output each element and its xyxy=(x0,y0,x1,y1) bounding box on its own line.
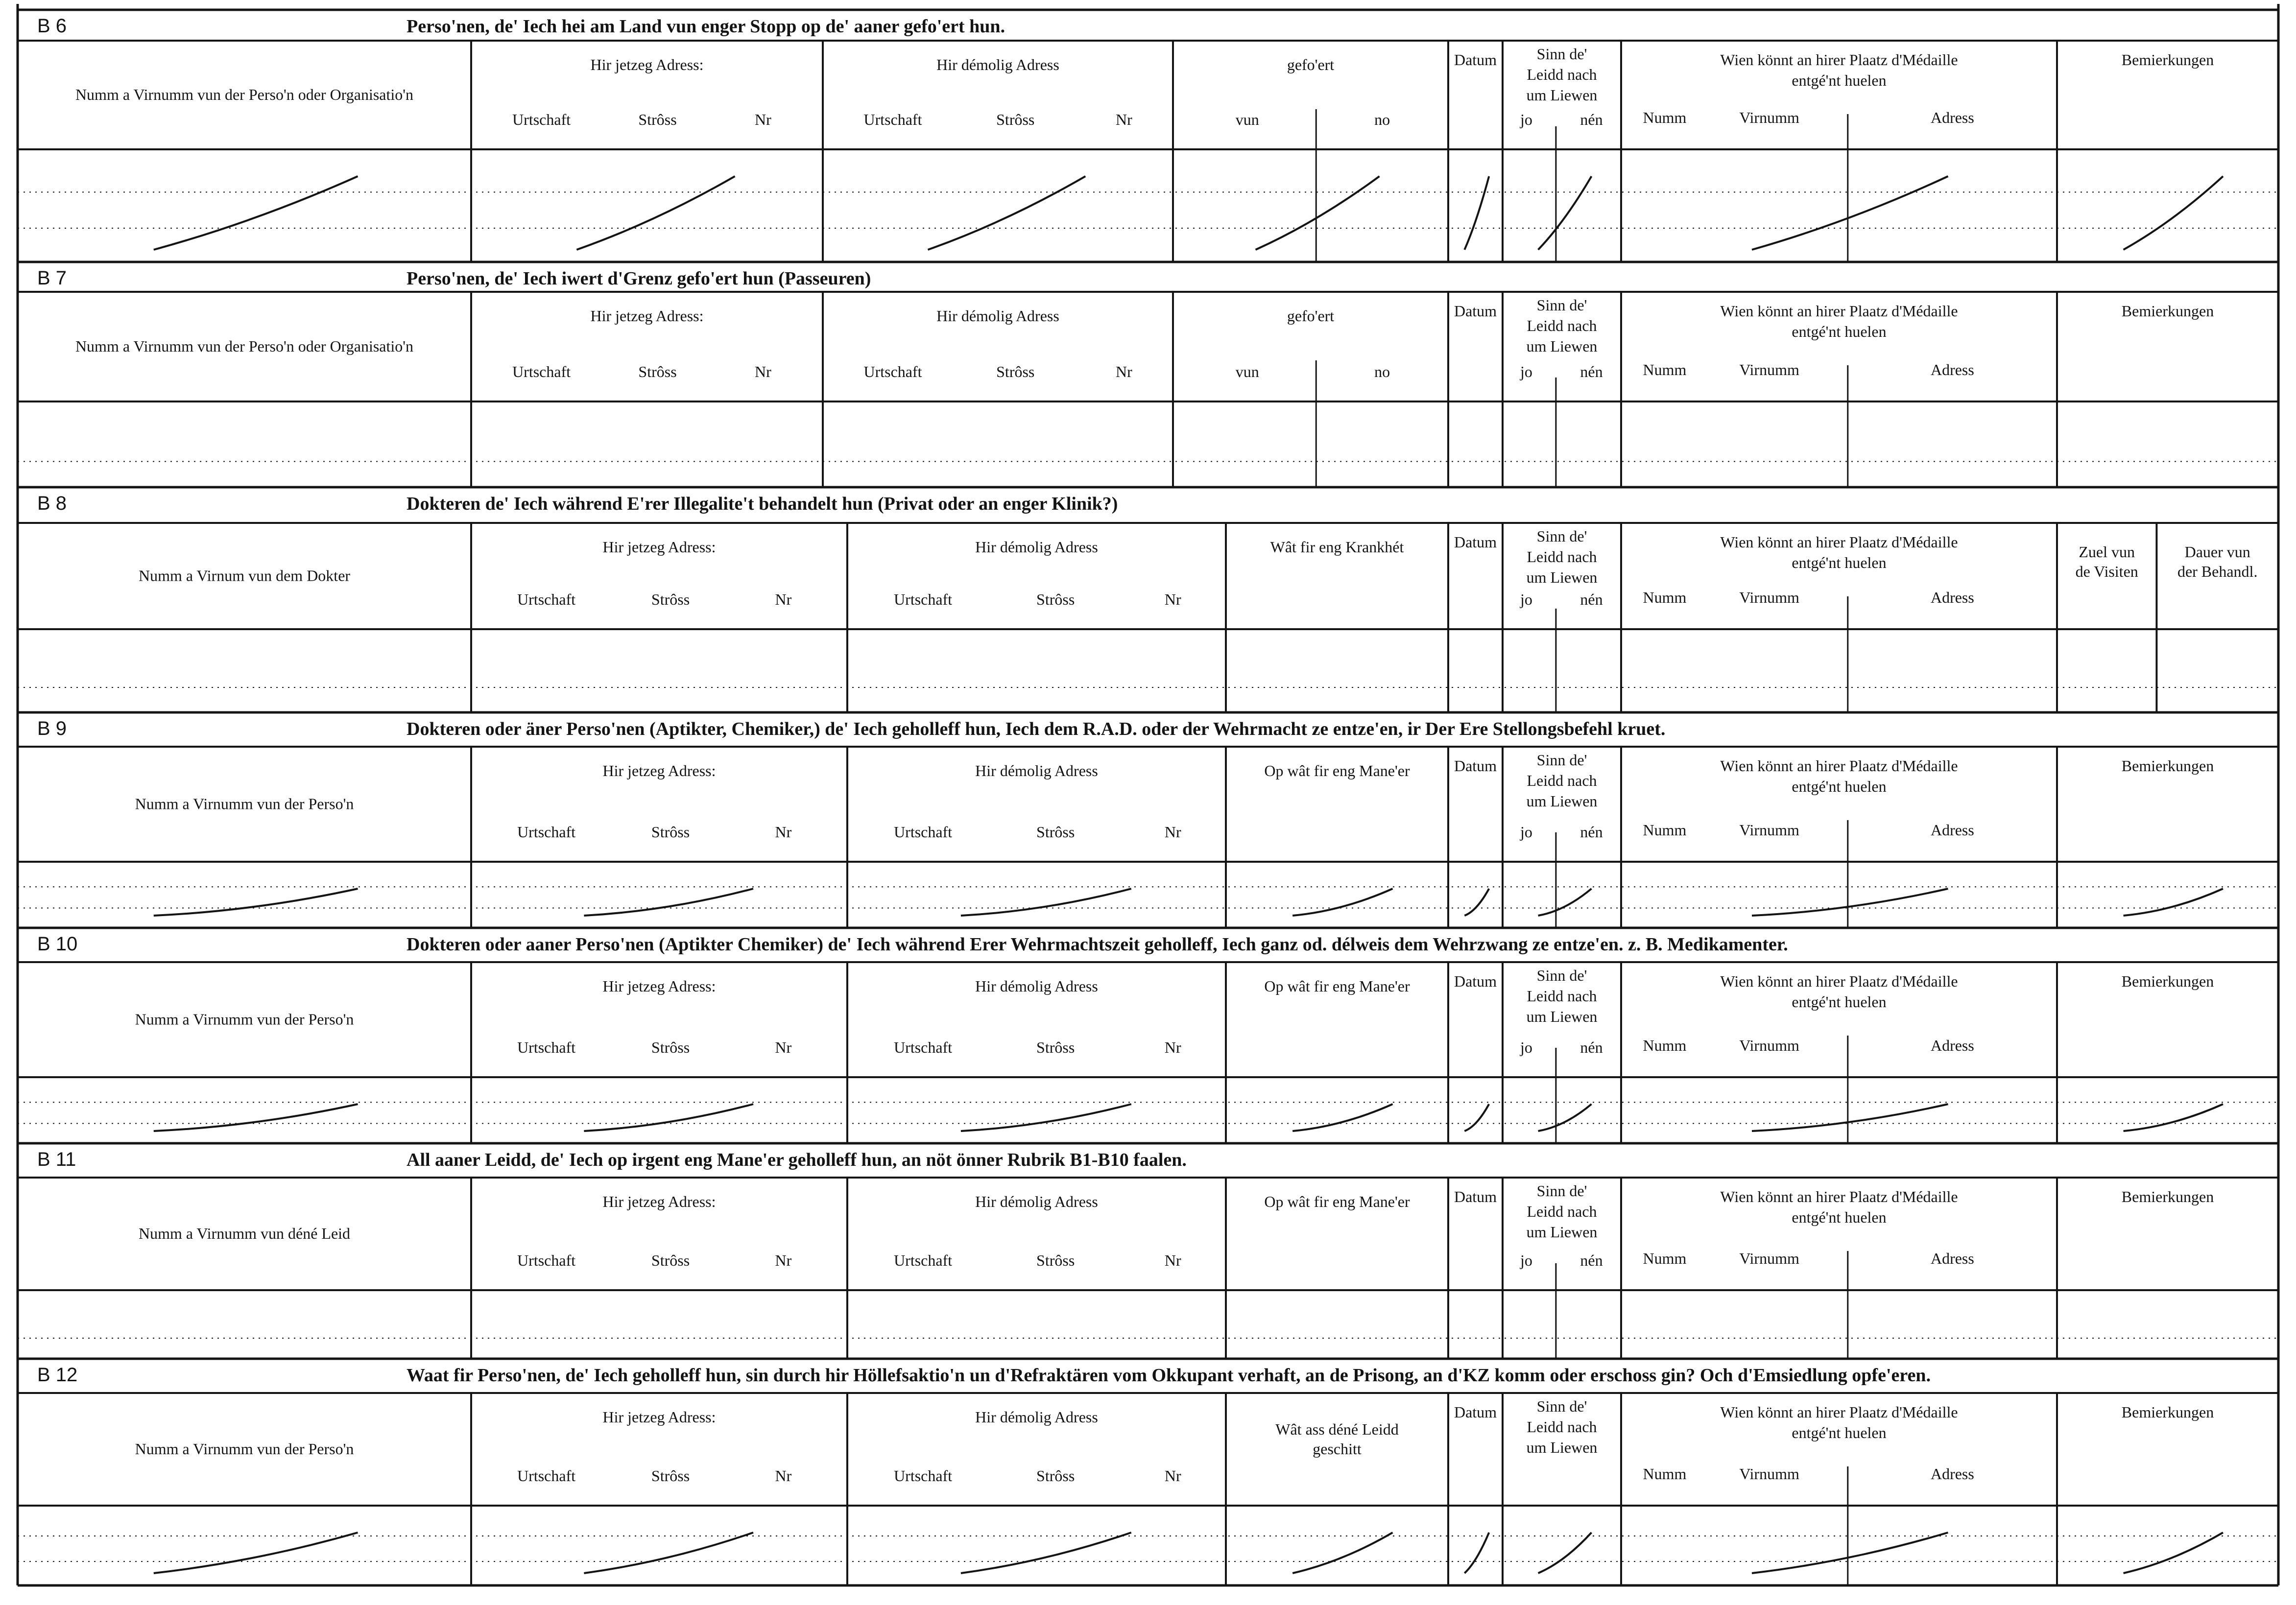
cancel-stroke xyxy=(961,1104,1131,1131)
section-b7 xyxy=(18,262,2278,487)
address-former-header: Hir démolig Adress xyxy=(975,762,1098,779)
virnumm-header: Virnumm xyxy=(1739,1465,1799,1483)
middle-header: geschitt xyxy=(1313,1440,1362,1458)
name-header: Numm a Virnumm vun der Perso'n xyxy=(135,1010,354,1028)
duration-header: Dauer vun xyxy=(2184,543,2250,561)
cancel-stroke xyxy=(1292,1533,1392,1573)
address-former-header: Hir démolig Adress xyxy=(975,538,1098,556)
section-code: B 6 xyxy=(37,15,67,37)
cancel-stroke xyxy=(1538,176,1592,250)
stross-header: Strôss xyxy=(1036,590,1075,608)
nr-header: Nr xyxy=(1164,1467,1181,1485)
urtschaft-header: Urtschaft xyxy=(894,1039,953,1056)
cancel-stroke xyxy=(2124,176,2223,250)
urtschaft-header: Urtschaft xyxy=(894,590,953,608)
cancel-stroke xyxy=(1292,889,1392,916)
middle-header: gefo'ert xyxy=(1287,307,1335,325)
stross-header: Strôss xyxy=(996,363,1035,380)
section-code: B 9 xyxy=(37,718,67,739)
cancel-stroke xyxy=(1752,889,1948,916)
duration-header: der Behandl. xyxy=(2177,563,2258,580)
alive-header: Sinn de' xyxy=(1536,45,1587,63)
section-title: All aaner Leidd, de' Iech op irgent eng Mane'er geholleff hun, an nöt önner Rubrik B1-B10 faalen. xyxy=(407,1150,1187,1170)
nr-header: Nr xyxy=(775,1039,792,1056)
cancel-stroke xyxy=(1464,889,1489,916)
section-title: Waat fir Perso'nen, de' Iech geholleff hun, sin durch hir Höllefsaktio'n un d'Refraktären vom Okkupant verhaft, an de Prisong, an d'KZ komm oder erschoss gin? Och d'Emsiedlung opfe'eren. xyxy=(407,1365,1931,1386)
urtschaft-header: Urtschaft xyxy=(517,1039,576,1056)
alive-header: Leidd nach xyxy=(1527,548,1597,566)
cancel-stroke xyxy=(1752,176,1948,250)
stross-header: Strôss xyxy=(638,363,677,380)
alive-header: um Liewen xyxy=(1526,1008,1598,1025)
section-code: B 10 xyxy=(37,933,78,955)
medal-header: Wien könnt an hirer Plaatz d'Médaille xyxy=(1720,533,1958,551)
section-title: Dokteren oder aaner Perso'nen (Aptikter Chemiker) de' Iech während Erer Wehrmachtszeit geholleff, Iech ganz od. délweis dem Wehrzwang ze entze'en. z. B. Medikamenter. xyxy=(407,934,1788,955)
from-header: vun xyxy=(1235,111,1259,128)
alive-header: Leidd nach xyxy=(1527,772,1597,789)
stross-header: Strôss xyxy=(996,111,1035,128)
stross-header: Strôss xyxy=(651,590,690,608)
section-title: Dokteren de' Iech während E'rer Illegalite't behandelt hun (Privat oder an enger Klinik?) xyxy=(407,494,1118,514)
address-former-header: Hir démolig Adress xyxy=(975,977,1098,995)
address-former-header: Hir démolig Adress xyxy=(975,1408,1098,1426)
middle-header: Wât ass déné Leidd xyxy=(1275,1420,1399,1438)
cancel-stroke xyxy=(1292,1104,1392,1131)
section-b9 xyxy=(18,712,2278,928)
urtschaft-header: Urtschaft xyxy=(512,111,571,128)
nr-header: Nr xyxy=(1164,1251,1181,1269)
stross-header: Strôss xyxy=(1036,823,1075,841)
numm-header: Numm xyxy=(1643,1037,1687,1054)
cancel-stroke xyxy=(2124,1104,2223,1131)
medal-header: entgé'nt huelen xyxy=(1792,1208,1887,1226)
adress-header: Adress xyxy=(1930,109,1974,126)
section-b11 xyxy=(18,1143,2278,1359)
adress-header: Adress xyxy=(1930,1465,1974,1483)
nr-header: Nr xyxy=(1116,111,1132,128)
remarks-header: Bemierkungen xyxy=(2121,302,2214,320)
alive-header: um Liewen xyxy=(1526,1223,1598,1241)
stross-header: Strôss xyxy=(1036,1467,1075,1485)
numm-header: Numm xyxy=(1643,589,1687,606)
datum-header: Datum xyxy=(1454,533,1497,551)
urtschaft-header: Urtschaft xyxy=(517,1251,576,1269)
middle-header: gefo'ert xyxy=(1287,56,1335,73)
medal-header: entgé'nt huelen xyxy=(1792,1424,1887,1441)
address-now-header: Hir jetzeg Adress: xyxy=(590,56,704,73)
yes-header: jo xyxy=(1520,1251,1532,1269)
medal-header: Wien könnt an hirer Plaatz d'Médaille xyxy=(1720,1403,1958,1421)
urtschaft-header: Urtschaft xyxy=(894,823,953,841)
address-former-header: Hir démolig Adress xyxy=(975,1193,1098,1210)
yes-header: jo xyxy=(1520,111,1532,128)
alive-header: Sinn de' xyxy=(1536,1397,1587,1415)
stross-header: Strôss xyxy=(638,111,677,128)
urtschaft-header: Urtschaft xyxy=(517,590,576,608)
cancel-stroke xyxy=(584,1104,753,1131)
cancel-stroke xyxy=(1538,889,1592,916)
cancel-stroke xyxy=(1464,1104,1489,1131)
cancel-stroke xyxy=(1464,1533,1489,1573)
alive-header: Sinn de' xyxy=(1536,967,1587,984)
urtschaft-header: Urtschaft xyxy=(517,823,576,841)
alive-header: Leidd nach xyxy=(1527,1203,1597,1220)
section-code: B 7 xyxy=(37,267,67,289)
address-now-header: Hir jetzeg Adress: xyxy=(602,1408,716,1426)
alive-header: Leidd nach xyxy=(1527,987,1597,1005)
adress-header: Adress xyxy=(1930,1037,1974,1054)
nr-header: Nr xyxy=(1164,590,1181,608)
nr-header: Nr xyxy=(775,823,792,841)
yes-header: jo xyxy=(1520,1039,1532,1056)
middle-header: Op wât fir eng Mane'er xyxy=(1264,1193,1410,1210)
cancel-stroke xyxy=(154,1104,358,1131)
virnumm-header: Virnumm xyxy=(1739,109,1799,126)
section-b8 xyxy=(18,487,2278,712)
section-b12 xyxy=(18,1359,2278,1585)
alive-header: Leidd nach xyxy=(1527,1418,1597,1436)
virnumm-header: Virnumm xyxy=(1739,821,1799,839)
cancel-stroke xyxy=(961,889,1131,916)
remarks-header: Bemierkungen xyxy=(2121,1403,2214,1421)
no-header: nén xyxy=(1580,111,1603,128)
cancel-stroke xyxy=(1752,1533,1948,1573)
address-former-header: Hir démolig Adress xyxy=(936,56,1059,73)
virnumm-header: Virnumm xyxy=(1739,361,1799,378)
numm-header: Numm xyxy=(1643,1465,1687,1483)
medal-header: entgé'nt huelen xyxy=(1792,993,1887,1011)
datum-header: Datum xyxy=(1454,1188,1497,1205)
numm-header: Numm xyxy=(1643,821,1687,839)
datum-header: Datum xyxy=(1454,972,1497,990)
cancel-stroke xyxy=(584,1533,753,1573)
no-header: nén xyxy=(1580,1039,1603,1056)
to-header: no xyxy=(1374,363,1390,380)
section-title: Perso'nen, de' Iech iwert d'Grenz gefo'ert hun (Passeuren) xyxy=(407,268,871,289)
nr-header: Nr xyxy=(775,590,792,608)
yes-header: jo xyxy=(1520,363,1532,380)
medal-header: entgé'nt huelen xyxy=(1792,778,1887,795)
urtschaft-header: Urtschaft xyxy=(863,363,922,380)
numm-header: Numm xyxy=(1643,1250,1687,1267)
section-b10 xyxy=(18,928,2278,1143)
cancel-stroke xyxy=(1464,176,1489,250)
remarks-header: Bemierkungen xyxy=(2121,972,2214,990)
virnumm-header: Virnumm xyxy=(1739,589,1799,606)
alive-header: um Liewen xyxy=(1526,337,1598,355)
stross-header: Strôss xyxy=(651,823,690,841)
numm-header: Numm xyxy=(1643,361,1687,378)
visits-header: de Visiten xyxy=(2075,563,2138,580)
alive-header: um Liewen xyxy=(1526,568,1598,586)
nr-header: Nr xyxy=(1116,363,1132,380)
medal-header: entgé'nt huelen xyxy=(1792,554,1887,571)
no-header: nén xyxy=(1580,363,1603,380)
name-header: Numm a Virnum vun dem Dokter xyxy=(138,566,351,585)
name-header: Numm a Virnumm vun déné Leid xyxy=(138,1225,351,1242)
name-header: Numm a Virnumm vun der Perso'n oder Organisatio'n xyxy=(75,337,414,355)
cancel-stroke xyxy=(154,176,358,250)
medal-header: Wien könnt an hirer Plaatz d'Médaille xyxy=(1720,1188,1958,1205)
virnumm-header: Virnumm xyxy=(1739,1250,1799,1267)
remarks-header: Bemierkungen xyxy=(2121,51,2214,69)
no-header: nén xyxy=(1580,1251,1603,1269)
name-header: Numm a Virnumm vun der Perso'n oder Organisatio'n xyxy=(75,86,414,103)
urtschaft-header: Urtschaft xyxy=(863,111,922,128)
adress-header: Adress xyxy=(1930,1250,1974,1267)
stross-header: Strôss xyxy=(651,1467,690,1485)
address-now-header: Hir jetzeg Adress: xyxy=(602,977,716,995)
from-header: vun xyxy=(1235,363,1259,380)
cancel-stroke xyxy=(1752,1104,1948,1131)
medal-header: Wien könnt an hirer Plaatz d'Médaille xyxy=(1720,757,1958,775)
urtschaft-header: Urtschaft xyxy=(894,1251,953,1269)
cancel-stroke xyxy=(154,1533,358,1573)
stross-header: Strôss xyxy=(651,1039,690,1056)
cancel-stroke xyxy=(961,1533,1131,1573)
medal-header: Wien könnt an hirer Plaatz d'Médaille xyxy=(1720,51,1958,69)
stross-header: Strôss xyxy=(1036,1251,1075,1269)
address-now-header: Hir jetzeg Adress: xyxy=(602,1193,716,1210)
remarks-header: Bemierkungen xyxy=(2121,1188,2214,1205)
alive-header: um Liewen xyxy=(1526,86,1598,104)
medal-header: Wien könnt an hirer Plaatz d'Médaille xyxy=(1720,972,1958,990)
alive-header: Sinn de' xyxy=(1536,296,1587,314)
cancel-stroke xyxy=(2124,889,2223,916)
stross-header: Strôss xyxy=(1036,1039,1075,1056)
remarks-header: Bemierkungen xyxy=(2121,757,2214,775)
alive-header: um Liewen xyxy=(1526,1439,1598,1456)
alive-header: Sinn de' xyxy=(1536,1182,1587,1200)
section-code: B 12 xyxy=(37,1364,78,1386)
cancel-stroke xyxy=(1538,1533,1592,1573)
cancel-stroke xyxy=(1538,1104,1592,1131)
alive-header: Leidd nach xyxy=(1527,317,1597,334)
cancel-stroke xyxy=(928,176,1086,250)
urtschaft-header: Urtschaft xyxy=(517,1467,576,1485)
stross-header: Strôss xyxy=(651,1251,690,1269)
nr-header: Nr xyxy=(775,1467,792,1485)
cancel-stroke xyxy=(2124,1533,2223,1573)
alive-header: Sinn de' xyxy=(1536,527,1587,545)
alive-header: Leidd nach xyxy=(1527,66,1597,83)
virnumm-header: Virnumm xyxy=(1739,1037,1799,1054)
section-b6 xyxy=(18,10,2278,262)
middle-header: Wât fir eng Krankhét xyxy=(1270,538,1404,556)
adress-header: Adress xyxy=(1930,821,1974,839)
visits-header: Zuel vun xyxy=(2079,543,2135,561)
section-title: Perso'nen, de' Iech hei am Land vun enger Stopp op de' aaner gefo'ert hun. xyxy=(407,16,1005,37)
medal-header: entgé'nt huelen xyxy=(1792,323,1887,340)
cancel-stroke xyxy=(154,889,358,916)
section-code: B 8 xyxy=(37,493,67,514)
section-code: B 11 xyxy=(37,1149,76,1170)
numm-header: Numm xyxy=(1643,109,1687,126)
yes-header: jo xyxy=(1520,590,1532,608)
address-now-header: Hir jetzeg Adress: xyxy=(590,307,704,325)
middle-header: Op wât fir eng Mane'er xyxy=(1264,977,1410,995)
no-header: nén xyxy=(1580,823,1603,841)
datum-header: Datum xyxy=(1454,1403,1497,1421)
no-header: nén xyxy=(1580,590,1603,608)
datum-header: Datum xyxy=(1454,51,1497,69)
nr-header: Nr xyxy=(1164,1039,1181,1056)
urtschaft-header: Urtschaft xyxy=(894,1467,953,1485)
to-header: no xyxy=(1374,111,1390,128)
datum-header: Datum xyxy=(1454,757,1497,775)
cancel-stroke xyxy=(1256,176,1380,250)
nr-header: Nr xyxy=(1164,823,1181,841)
adress-header: Adress xyxy=(1930,361,1974,378)
medal-header: entgé'nt huelen xyxy=(1792,71,1887,89)
adress-header: Adress xyxy=(1930,589,1974,606)
address-former-header: Hir démolig Adress xyxy=(936,307,1059,325)
address-now-header: Hir jetzeg Adress: xyxy=(602,762,716,779)
alive-header: Sinn de' xyxy=(1536,751,1587,769)
cancel-stroke xyxy=(576,176,735,250)
medal-header: Wien könnt an hirer Plaatz d'Médaille xyxy=(1720,302,1958,320)
nr-header: Nr xyxy=(755,363,771,380)
yes-header: jo xyxy=(1520,823,1532,841)
alive-header: um Liewen xyxy=(1526,792,1598,810)
middle-header: Op wât fir eng Mane'er xyxy=(1264,762,1410,779)
nr-header: Nr xyxy=(775,1251,792,1269)
section-title: Dokteren oder äner Perso'nen (Aptikter, Chemiker,) de' Iech geholleff hun, Iech dem R.A.D. oder der Wehrmacht ze entze'en, ir Der Ere Stellongsbefehl kruet. xyxy=(407,719,1666,739)
name-header: Numm a Virnumm vun der Perso'n xyxy=(135,795,354,813)
name-header: Numm a Virnumm vun der Perso'n xyxy=(135,1440,354,1458)
cancel-stroke xyxy=(584,889,753,916)
datum-header: Datum xyxy=(1454,302,1497,320)
nr-header: Nr xyxy=(755,111,771,128)
urtschaft-header: Urtschaft xyxy=(512,363,571,380)
address-now-header: Hir jetzeg Adress: xyxy=(602,538,716,556)
